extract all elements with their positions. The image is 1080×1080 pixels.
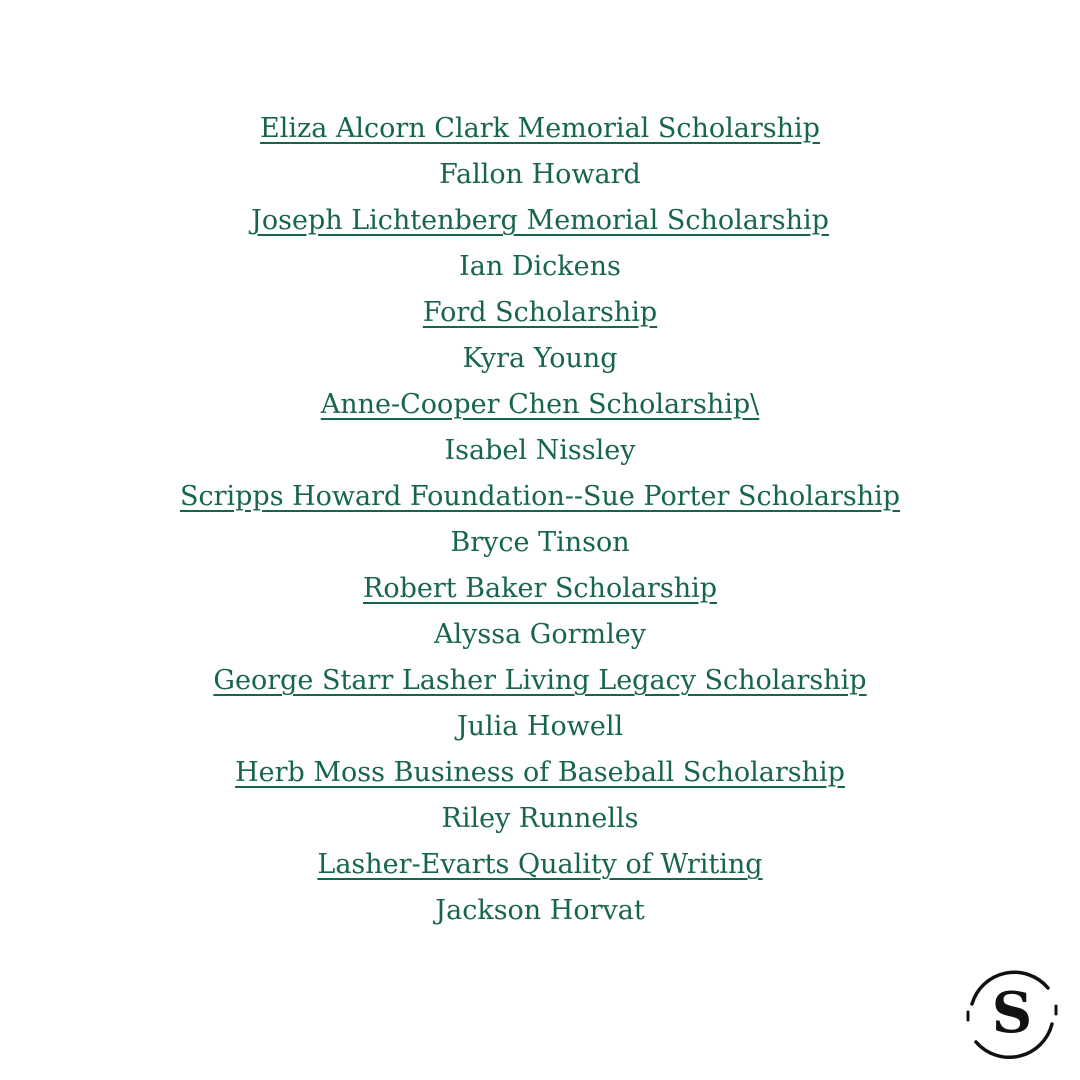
scholarship-link[interactable]: Herb Moss Business of Baseball Scholarship bbox=[235, 757, 845, 788]
recipient-name: Ian Dickens bbox=[459, 251, 621, 282]
recipient-name: Bryce Tinson bbox=[450, 527, 630, 558]
scholarship-link[interactable]: George Starr Lasher Living Legacy Scholarship bbox=[213, 665, 867, 696]
scholarship-link[interactable]: Lasher-Evarts Quality of Writing bbox=[317, 849, 763, 880]
recipient-name: Julia Howell bbox=[456, 711, 624, 742]
recipient-name: Jackson Horvat bbox=[435, 895, 645, 926]
recipient-name: Isabel Nissley bbox=[444, 435, 636, 466]
scholarship-list bbox=[0, 106, 1080, 934]
recipient-name: Alyssa Gormley bbox=[434, 619, 646, 650]
recipient-name: Riley Runnells bbox=[441, 803, 639, 834]
scholarship-link[interactable]: Eliza Alcorn Clark Memorial Scholarship bbox=[260, 113, 820, 144]
scholarship-link[interactable]: Joseph Lichtenberg Memorial Scholarship bbox=[251, 205, 829, 236]
logo-letter: S bbox=[991, 980, 1033, 1046]
scholarship-link[interactable]: Anne-Cooper Chen Scholarship\ bbox=[320, 389, 760, 420]
recipient-name: Fallon Howard bbox=[439, 159, 641, 190]
circle-s-logo-icon bbox=[960, 962, 1064, 1066]
scholarship-link[interactable]: Robert Baker Scholarship bbox=[362, 573, 718, 604]
scholarship-link[interactable]: Ford Scholarship bbox=[422, 297, 658, 328]
scholarship-link[interactable]: Scripps Howard Foundation--Sue Porter Scholarship bbox=[179, 481, 901, 512]
recipient-name: Kyra Young bbox=[462, 343, 618, 374]
